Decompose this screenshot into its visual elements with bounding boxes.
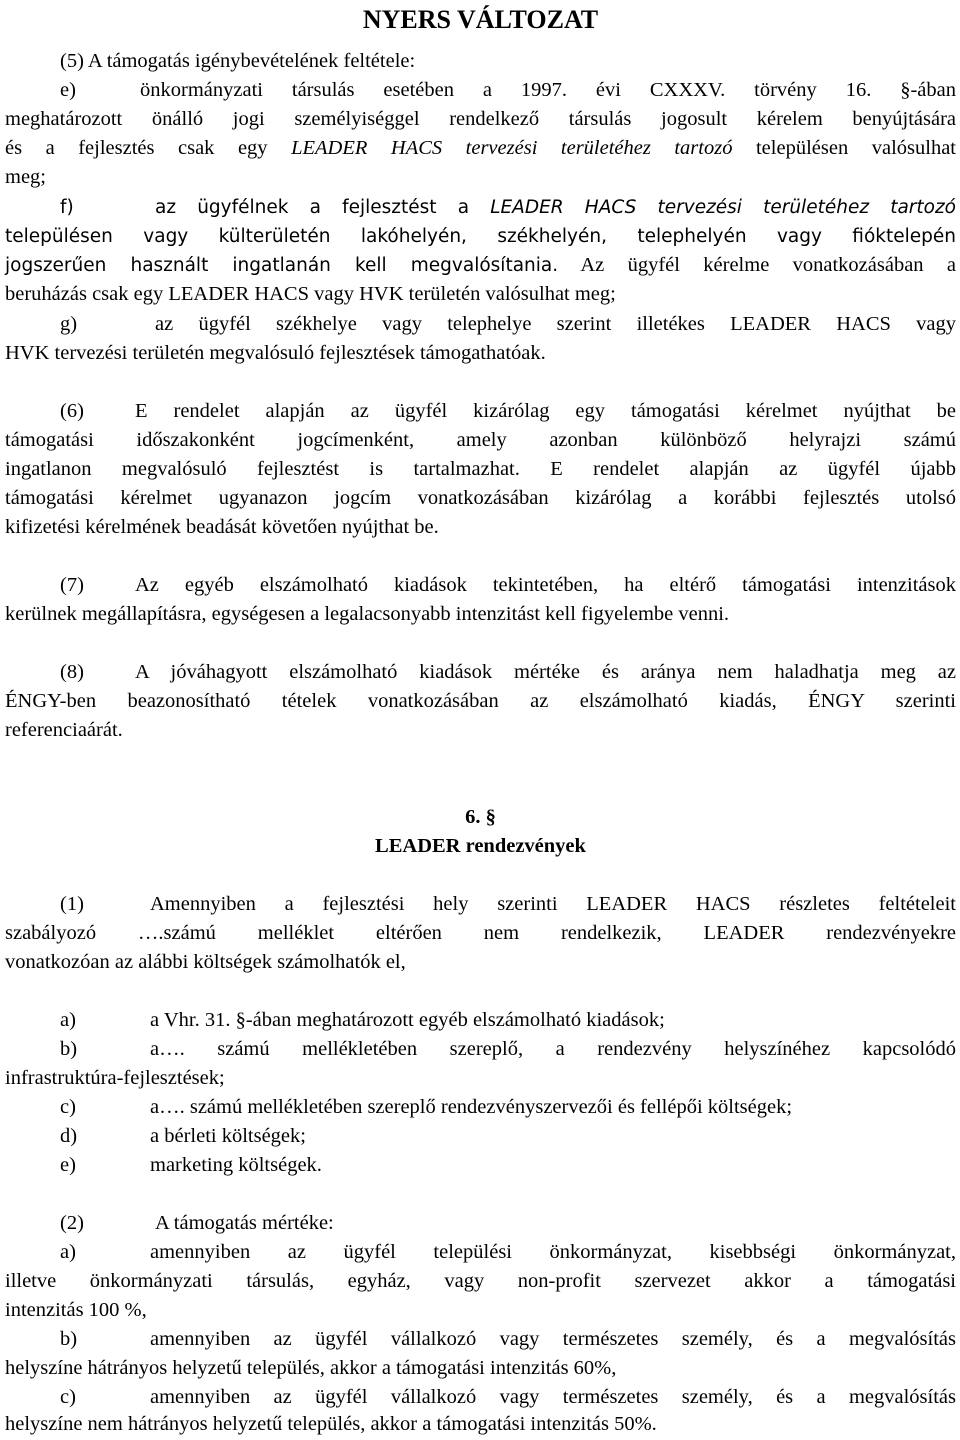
section-number: 6. § <box>465 806 496 828</box>
rule-2-c-line: helyszíne nem hátrányos helyzetű település, akkor a támogatási intenzitás 50%. <box>5 1413 657 1435</box>
rule-2-number: (2) <box>60 1212 84 1234</box>
paragraph-7-number: (7) <box>60 574 84 596</box>
item-label-f: f) <box>60 197 74 218</box>
paragraph-8-text: A jóváhagyott elszámolható kiadások mértéke és aránya nem haladhatja meg az <box>135 661 956 683</box>
paragraph-5-intro-text: (5) A támogatás igénybevételének feltétele: <box>60 50 416 72</box>
rule-2-b-line: helyszíne hátrányos helyzetű település, akkor a támogatási intenzitás 60%, <box>5 1357 617 1379</box>
list-item-text: marketing költségek. <box>150 1154 322 1176</box>
item-label-g: g) <box>60 313 78 335</box>
rule-1-line: vonatkozóan az alábbi költségek számolhatók el, <box>5 951 406 973</box>
paragraph-5-e-line <box>5 76 956 105</box>
paragraph-5-f-text: az ügyfélnek a fejlesztést a <box>155 197 491 218</box>
paragraph-5-g-line <box>5 310 956 339</box>
list-item-label: d) <box>60 1125 78 1147</box>
paragraph-5-f-line <box>5 193 956 222</box>
paragraph-7-line: kerülnek megállapításra, egységesen a legalacsonyabb intenzitást kell figyelembe venni. <box>5 603 730 625</box>
rule-1-line <box>5 890 956 919</box>
paragraph-5-f-text: Az ügyfél kérelme vonatkozásában a <box>558 254 956 276</box>
section-title: LEADER rendezvények <box>375 835 586 857</box>
paragraph-5-f-line: beruházás csak egy LEADER HACS vagy HVK területén valósulhat meg; <box>5 283 616 305</box>
list-item-label: b) <box>60 1328 78 1350</box>
paragraph-5-e-text: és a fejlesztés csak egy <box>5 137 292 159</box>
paragraph-7-line <box>5 571 956 600</box>
list-item-label: c) <box>60 1096 76 1118</box>
rule-2-a-text: amennyiben az ügyfél települési önkormányzat, kisebbségi önkormányzat, <box>150 1241 956 1263</box>
list-item-label: c) <box>60 1386 76 1408</box>
paragraph-5-e-text: önkormányzati társulás esetében a 1997. évi CXXXV. törvény 16. §-ában <box>140 79 956 101</box>
paragraph-6-line: kifizetési kérelmének beadását követően nyújthat be. <box>5 516 439 538</box>
rule-2-c-text: amennyiben az ügyfél vállalkozó vagy természetes személy, és a megvalósítás <box>150 1386 956 1408</box>
list-item-text: a Vhr. 31. §-ában meghatározott egyéb elszámolható kiadások; <box>150 1009 665 1031</box>
rule-1-text: Amennyiben a fejlesztési hely szerinti LEADER HACS részletes feltételeit <box>150 893 956 915</box>
paragraph-5-e-text: településen valósulhat <box>732 137 956 159</box>
paragraph-8-line: referenciaárát. <box>5 719 123 741</box>
rule-2-a-line <box>5 1238 956 1267</box>
list-item-text: a…. számú mellékletében szereplő, a rendezvény helyszínéhez kapcsolódó <box>150 1038 956 1060</box>
paragraph-5-f-line: településen vagy külterületén lakóhelyén, székhelyén, telephelyén vagy fióktelepén <box>5 226 956 247</box>
rule-2-b-text: amennyiben az ügyfél vállalkozó vagy természetes személy, és a megvalósítás <box>150 1328 956 1350</box>
paragraph-6-line: támogatási kérelmet ugyanazon jogcím vonatkozásában kizárólag a korábbi fejlesztés utolsó <box>5 487 956 509</box>
paragraph-6-text: E rendelet alapján az ügyfél kizárólag egy támogatási kérelmet nyújthat be <box>135 400 956 422</box>
paragraph-6-line <box>5 397 956 426</box>
list-item-label: e) <box>60 1154 76 1176</box>
list-item <box>5 1151 956 1180</box>
rule-2-intro-text: A támogatás mértéke: <box>155 1212 334 1234</box>
rule-2-b-line <box>5 1325 956 1354</box>
paragraph-5-e-line <box>5 134 956 163</box>
paragraph-5-f-text: jogszerűen használt ingatlanán kell megvalósítania. <box>5 255 559 276</box>
paragraph-5-e-line: meg; <box>5 166 46 188</box>
list-item <box>5 1093 956 1122</box>
paragraph-5-e-line: meghatározott önálló jogi személyiséggel rendelkező társulás jogosult kérelem benyújtására <box>5 108 956 130</box>
page-title: NYERS VÁLTOZAT <box>362 5 599 34</box>
item-label-e: e) <box>60 79 76 101</box>
list-item-text: a bérleti költségek; <box>150 1125 306 1147</box>
rule-1-number: (1) <box>60 893 84 915</box>
paragraph-6-number: (6) <box>60 400 84 422</box>
rule-2-a-line: intenzitás 100 %, <box>5 1299 147 1321</box>
rule-2-intro <box>5 1209 956 1238</box>
paragraph-6-line: támogatási időszakonként jogcímenként, amely azonban különböző helyrajzi számú <box>5 429 956 451</box>
list-item <box>5 1006 956 1035</box>
list-item-label: b) <box>60 1038 78 1060</box>
rule-2-a-line: illetve önkormányzati társulás, egyház, vagy non-profit szervezet akkor a támogatási <box>5 1270 956 1292</box>
list-item <box>5 1035 956 1064</box>
list-item-text: a…. számú mellékletében szereplő rendezvényszervezői és fellépői költségek; <box>150 1096 793 1118</box>
paragraph-5-g-line: HVK tervezési területén megvalósuló fejlesztések támogathatóak. <box>5 342 546 364</box>
paragraph-8-line: ÉNGY-ben beazonosítható tételek vonatkozásában az elszámolható kiadás, ÉNGY szerinti <box>5 690 956 712</box>
paragraph-5-f-italic: LEADER HACS tervezési területéhez tartozó <box>490 197 956 218</box>
paragraph-5-f-line <box>5 251 956 280</box>
list-item-continuation: infrastruktúra-fejlesztések; <box>5 1067 225 1089</box>
rule-2-c-line <box>5 1383 956 1412</box>
rule-1-line: szabályozó ….számú melléklet eltérően nem rendelkezik, LEADER rendezvényekre <box>5 922 956 944</box>
paragraph-6-line: ingatlanon megvalósuló fejlesztést is tartalmazhat. E rendelet alapján az ügyfél újabb <box>5 458 956 480</box>
paragraph-8-line <box>5 658 956 687</box>
paragraph-5-intro <box>5 47 956 76</box>
list-item-label: a) <box>60 1009 76 1031</box>
paragraph-5-e-italic: LEADER HACS tervezési területéhez tartozó <box>291 137 733 159</box>
paragraph-8-number: (8) <box>60 661 84 683</box>
list-item <box>5 1122 956 1151</box>
list-item-label: a) <box>60 1241 76 1263</box>
paragraph-5-g-text: az ügyfél székhelye vagy telephelye szerint illetékes LEADER HACS vagy <box>155 313 956 335</box>
paragraph-7-text: Az egyéb elszámolható kiadások tekintetében, ha eltérő támogatási intenzitások <box>135 574 956 596</box>
